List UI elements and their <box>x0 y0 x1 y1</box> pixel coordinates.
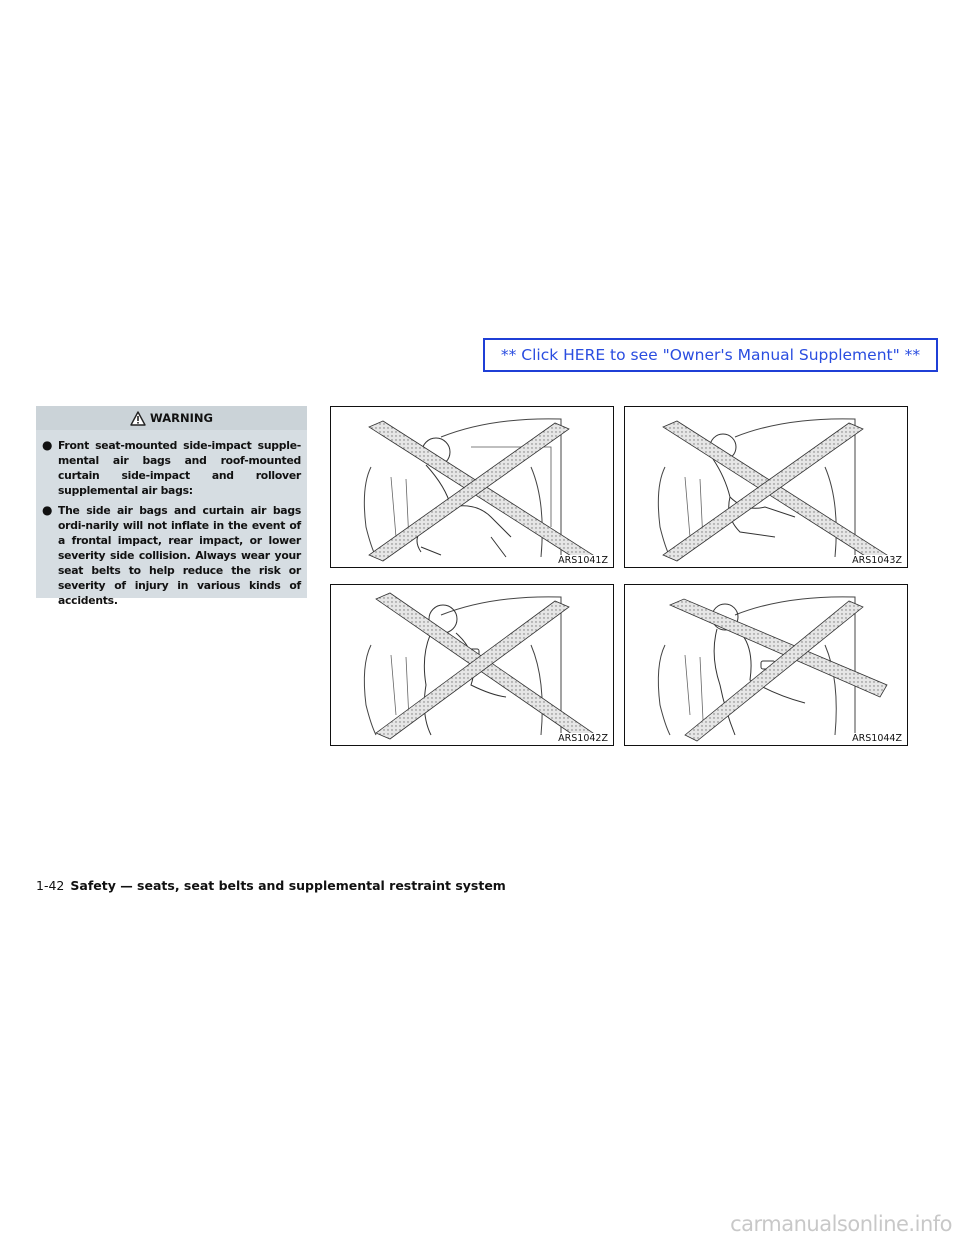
figure-incorrect-posture-4 <box>624 584 908 746</box>
figure-incorrect-posture-1 <box>330 406 614 568</box>
warning-item-text: The side air bags and curtain air bags ordi-narily will not inflate in the event of a frontal impact, rear impact, or lower severity side collision. Always wear your seat belts to help reduce the risk or severity of injury in various kinds of accidents. <box>58 504 301 607</box>
figure-code: ARS1042Z <box>558 733 608 744</box>
warning-header <box>36 406 307 430</box>
owners-manual-supplement-link[interactable]: ** Click HERE to see "Owner's Manual Supplement" ** <box>483 338 938 372</box>
figure-code: ARS1043Z <box>852 555 902 566</box>
section-title: Safety — seats, seat belts and supplemental restraint system <box>70 878 506 893</box>
bullet-icon: ● <box>42 503 53 517</box>
warning-item <box>42 438 301 498</box>
occupant-facing-door-illustration <box>625 585 908 746</box>
child-on-knees-illustration <box>625 407 908 568</box>
page-number: 1-42 <box>36 878 65 893</box>
figure-incorrect-posture-2 <box>624 406 908 568</box>
leaning-occupant-illustration <box>331 407 614 568</box>
warning-item <box>42 503 301 608</box>
warning-item-text: Front seat-mounted side-impact supple-mental air bags and roof-mounted curtain side-impact and rollover supplemental air bags: <box>58 439 301 497</box>
figure-incorrect-posture-3 <box>330 584 614 746</box>
figure-code: ARS1041Z <box>558 555 608 566</box>
page-footer <box>36 878 506 893</box>
figure-code: ARS1044Z <box>852 733 902 744</box>
bullet-icon: ● <box>42 438 53 452</box>
site-watermark: carmanualsonline.info <box>730 1212 952 1236</box>
warning-list <box>36 438 307 608</box>
warning-triangle-icon <box>130 411 146 426</box>
warning-box <box>36 406 307 607</box>
warning-title: WARNING <box>150 411 213 425</box>
occupant-near-door-illustration <box>331 585 614 746</box>
